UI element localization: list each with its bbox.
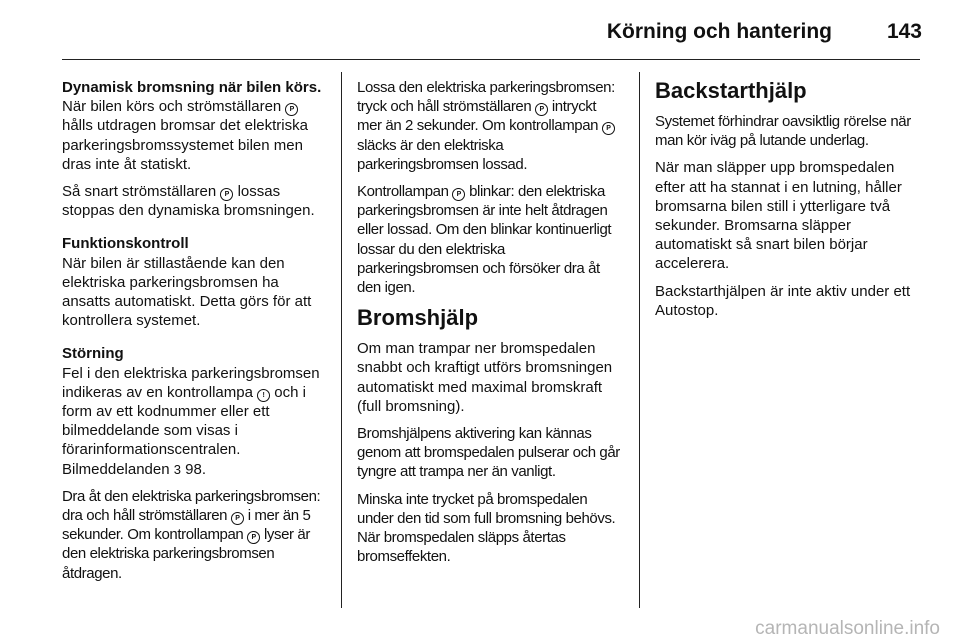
header-rule	[62, 59, 920, 60]
fault-title: Störning	[62, 345, 124, 363]
column-divider	[341, 72, 342, 608]
paragraph-text: Lossa den elektriska parkeringsbromsen: tryck och håll strömställaren	[357, 79, 615, 116]
parking-brake-lamp-icon: P	[247, 531, 260, 544]
brake-assist-text: Om man trampar ner bromspedalen snabbt och kraftigt utförs bromsningen automatiskt med maximal bromskraft (full bromsning).	[357, 340, 613, 415]
paragraph-text: lyser är den elektriska parkeringsbromsen åtdragen.	[62, 526, 310, 582]
paragraph-text: i mer än 5 sekunder. Om kontrollampan	[62, 507, 311, 544]
function-check-title: Funktionskontroll	[62, 235, 189, 253]
hill-start-text: Backstarthjälpen är inte aktiv under ett Autostop.	[655, 282, 911, 319]
function-check-text: När bilen är stillastående kan den elektriska parkeringsbromsen ha ansatts automatiskt. Detta görs för att kontrollera systemet.	[62, 254, 312, 330]
function-check-block	[62, 234, 326, 330]
paragraph-text: släcks är den elektriska parkeringsbromsen lossad.	[357, 136, 528, 173]
paragraph-text: Dra åt den elektriska parkeringsbromsen: dra och håll strömställaren	[62, 487, 321, 525]
column-1	[62, 78, 326, 591]
paragraph-text: intryckt mer än 2 sekunder. Om kontrollampan	[357, 98, 599, 135]
paragraph-text: När bilen körs och strömställaren	[62, 98, 282, 116]
hill-start-text: När man släpper upp bromspedalen efter att ha stannat i en lutning, håller bromsarna bilen still i ytterligare två sekunder. Bromsarna släpper automatiskt så snart bilen börjar accelerera.	[655, 159, 902, 273]
brake-assist-text: Minska inte trycket på bromspedalen under den tid som full bromsning behövs. När bromspedalen släpps återtas bromseffekten.	[357, 490, 616, 566]
fault-warning-icon: !	[257, 389, 270, 402]
hill-start-assist-heading: Backstarthjälp	[655, 78, 807, 103]
parking-brake-switch-icon: P	[231, 512, 244, 525]
hill-start-text: Systemet förhindrar oavsiktlig rörelse när man kör iväg på lutande underlag.	[655, 113, 911, 150]
page-number: 143	[886, 20, 922, 43]
page-header	[0, 0, 960, 62]
dynamic-braking-title: Dynamisk bromsning när bilen körs.	[62, 79, 322, 96]
paragraph-text: Fel i den elektriska parkeringsbromsen indikeras av en kontrollampa	[62, 364, 320, 401]
dynamic-braking-block	[62, 78, 326, 220]
paragraph-text: hålls utdragen bromsar det elektriska parkeringsbromssystemet bilen men dras inte åt statiskt.	[62, 117, 308, 173]
arrow-icon: 3	[173, 461, 181, 477]
brake-assist-text: Bromshjälpens aktivering kan kännas genom att bromspedalen pulserar och går tyngre att trampa ner än vanligt.	[357, 425, 620, 481]
section-title: Körning och hantering	[606, 20, 832, 43]
brake-assist-heading: Bromshjälp	[357, 305, 479, 331]
parking-brake-lamp-icon: P	[602, 122, 615, 135]
paragraph-text: Kontrollampan	[357, 183, 449, 201]
paragraph-text: och i form av ett kodnummer eller ett bilmeddelande som visas i förarinformationscentralen. Bilmeddelanden	[62, 383, 306, 478]
paragraph-text: blinkar: den elektriska parkeringsbromsen är inte helt åtdragen eller lossad. Om den blinkar kontinuerligt lossar du den elektriska parkeringsbromsen och försöker dra åt den igen.	[357, 183, 612, 297]
page-reference: 98.	[185, 460, 207, 478]
parking-brake-lamp-icon: P	[452, 188, 465, 201]
watermark: carmanualsonline.info	[755, 618, 940, 639]
fault-block	[62, 344, 326, 582]
parking-brake-switch-icon: P	[285, 103, 298, 116]
paragraph-text: Så snart strömställaren	[62, 183, 217, 201]
column-3	[655, 78, 925, 328]
column-divider	[639, 72, 640, 608]
parking-brake-switch-icon: P	[535, 103, 548, 116]
column-2	[357, 78, 623, 574]
parking-brake-switch-icon: P	[220, 188, 233, 201]
paragraph-text: lossas stoppas den dynamiska bromsningen.	[62, 183, 315, 220]
